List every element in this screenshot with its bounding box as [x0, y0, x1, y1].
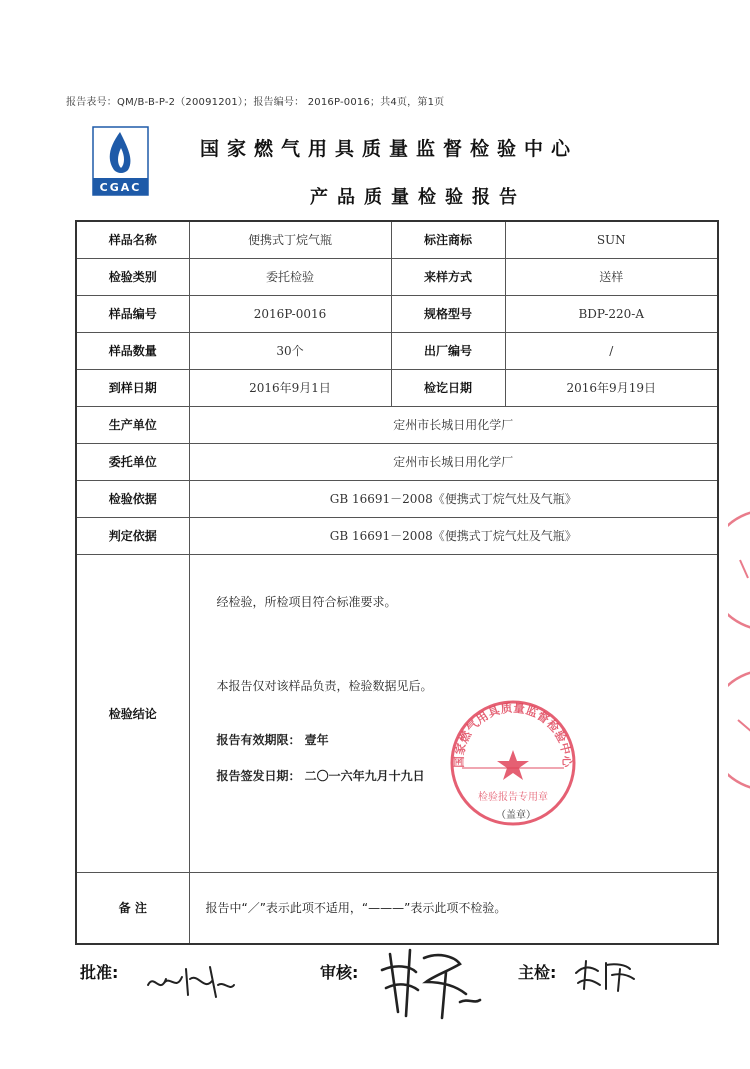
judge-basis-value: GB 16691－2008《便携式丁烷气灶及气瓶》: [189, 517, 718, 554]
table-row: [76, 517, 718, 554]
producer-label: 生产单位: [76, 406, 189, 443]
brand-label: 标注商标: [391, 221, 505, 258]
table-row: [76, 258, 718, 295]
conclusion-line-2: 本报告仅对该样品负责，检验数据见后。: [216, 678, 433, 693]
table-row: [76, 554, 718, 872]
remark-value: 报告中“／”表示此项不适用，“———”表示此项不检验。: [189, 872, 718, 944]
sampling-label: 来样方式: [391, 258, 505, 295]
seal-bottom-text: 检验报告专用章: [478, 792, 548, 803]
inspect-label: 主检:: [518, 963, 557, 982]
quantity-label: 样品数量: [76, 332, 189, 369]
inspect-signature: [570, 955, 640, 995]
approve-signature: [140, 955, 240, 1005]
sampling-value: 送样: [505, 258, 718, 295]
conclusion-label: 检验结论: [76, 554, 189, 872]
client-label: 委托单位: [76, 443, 189, 480]
table-row: [76, 443, 718, 480]
arrival-date-label: 到样日期: [76, 369, 189, 406]
table-row: [76, 332, 718, 369]
validity-period: 报告有效期限： 壹年: [216, 732, 329, 747]
sample-no-label: 样品编号: [76, 295, 189, 332]
report-table: [75, 220, 719, 945]
seal-ring-text: 国家燃气用具质量监督检验中心: [451, 700, 575, 768]
test-basis-value: GB 16691－2008《便携式丁烷气灶及气瓶》: [189, 480, 718, 517]
model-label: 规格型号: [391, 295, 505, 332]
approve-label: 批准:: [80, 963, 119, 982]
model-value: BDP-220-A: [505, 295, 718, 332]
review-signature: [376, 942, 486, 1022]
table-row: [76, 295, 718, 332]
official-seal: [448, 698, 578, 828]
client-value: 定州市长城日用化学厂: [189, 443, 718, 480]
table-row: [76, 872, 718, 944]
judge-basis-label: 判定依据: [76, 517, 189, 554]
review-label: 审核:: [320, 963, 359, 982]
sample-name-label: 样品名称: [76, 221, 189, 258]
table-row: [76, 406, 718, 443]
sample-no-value: 2016P-0016: [189, 295, 391, 332]
table-row: [76, 369, 718, 406]
logo-text: CGAC: [99, 181, 142, 194]
finish-date-label: 检讫日期: [391, 369, 505, 406]
cgac-logo: [92, 126, 149, 196]
brand-value: SUN: [505, 221, 718, 258]
finish-date-value: 2016年9月19日: [505, 369, 718, 406]
conclusion-line-1: 经检验，所检项目符合标准要求。: [216, 594, 397, 609]
arrival-date-value: 2016年9月1日: [189, 369, 391, 406]
document-title: 产品质量检验报告: [310, 187, 526, 208]
factory-no-label: 出厂编号: [391, 332, 505, 369]
table-row: [76, 221, 718, 258]
issue-date: 报告签发日期： 二〇一六年九月十九日: [216, 768, 425, 783]
sample-name-value: 便携式丁烷气瓶: [189, 221, 391, 258]
producer-value: 定州市长城日用化学厂: [189, 406, 718, 443]
remark-label: 备 注: [76, 872, 189, 944]
test-basis-label: 检验依据: [76, 480, 189, 517]
test-type-label: 检验类别: [76, 258, 189, 295]
stamp-note: （盖章）: [496, 810, 536, 821]
org-title: 国家燃气用具质量监督检验中心: [200, 138, 579, 160]
partial-seal-edge: [728, 500, 750, 800]
quantity-value: 30个: [189, 332, 391, 369]
factory-no-value: /: [505, 332, 718, 369]
report-header-line: 报告表号：QM/B-B-P-2（20091201）；报告编号： 2016P-0016；共4页，第1页: [66, 97, 445, 108]
test-type-value: 委托检验: [189, 258, 391, 295]
table-row: [76, 480, 718, 517]
